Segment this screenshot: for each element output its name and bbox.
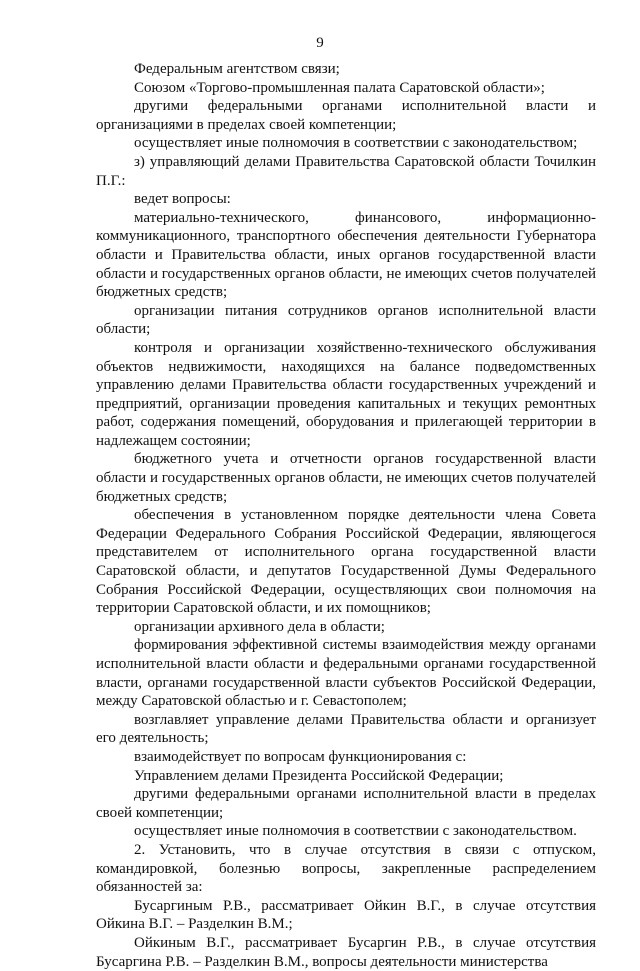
paragraph: формирования эффективной системы взаимодействия между органами исполнительной власти области и федеральными органами государственной власти, органами государственной власти субъектов Российской Федерации, между Саратовской областью и г. Севастополем;	[96, 637, 596, 710]
paragraph: 2. Установить, что в случае отсутствия в связи с отпуском, командировкой, болезнью вопросы, закрепленные распределением обязанностей за:	[96, 841, 596, 896]
paragraph: бюджетного учета и отчетности органов государственной власти области и государственных органов области, не имеющих счетов получателей бюджетных средств;	[96, 451, 596, 505]
paragraph: контроля и организации хозяйственно-технического обслуживания объектов недвижимости, находящихся на балансе подведомственных управлению делами Правительства области государственных учреждений и предприятий, организации проведения капитальных и текущих ремонтных работ, содержания помещений, оборудования и прилегающей территории в надлежащем состоянии;	[96, 339, 596, 449]
paragraph: Управлением делами Президента Российской Федерации;	[134, 767, 504, 784]
paragraph: взаимодействует по вопросам функционирования с:	[134, 748, 467, 765]
paragraph: Союзом «Торгово-промышленная палата Саратовской области»;	[134, 79, 545, 96]
paragraph: Ойкиным В.Г., рассматривает Бусаргин Р.В., в случае отсутствия Бусаргина Р.В. – Разделкин В.М., вопросы деятельности министерства	[96, 934, 596, 970]
document-body	[96, 60, 596, 971]
paragraph: ведет вопросы:	[134, 191, 231, 208]
paragraph: организации питания сотрудников органов исполнительной власти области;	[96, 302, 596, 338]
paragraph: осуществляет иные полномочия в соответствии с законодательством;	[134, 135, 578, 152]
paragraph: з) управляющий делами Правительства Саратовской области Точилкин П.Г.:	[96, 153, 596, 189]
paragraph: другими федеральными органами исполнительной власти в пределах своей компетенции;	[96, 786, 596, 821]
paragraph: Федеральным агентством связи;	[134, 61, 340, 77]
paragraph: возглавляет управление делами Правительства области и организует его деятельность;	[96, 711, 596, 747]
page-number: 9	[316, 35, 324, 51]
paragraph: обеспечения в установленном порядке деятельности члена Совета Федерации Федерального Собрания Российской Федерации, являющегося представителем от исполнительного органа государственной власти Саратовской области, и депутатов Государственной Думы Федерального Собрания Российской Федерации, осуществляющих свои полномочия на территории Саратовской области, и их помощников;	[96, 507, 596, 617]
paragraph: материально-технического, финансового, информационно-коммуникационного, транспортного обеспечения деятельности Губернатора области и Правительства области, иных органов государственной власти области и государственных органов области, не имеющих счетов получателей бюджетных средств;	[96, 209, 596, 301]
paragraph: осуществляет иные полномочия в соответствии с законодательством.	[134, 823, 577, 840]
paragraph: Бусаргиным Р.В., рассматривает Ойкин В.Г., в случае отсутствия Ойкина В.Г. – Разделкин В.М.;	[96, 897, 596, 933]
paragraph: другими федеральными органами исполнительной власти и организациями в пределах своей компетенции;	[96, 98, 596, 133]
paragraph: организации архивного дела в области;	[134, 618, 385, 635]
